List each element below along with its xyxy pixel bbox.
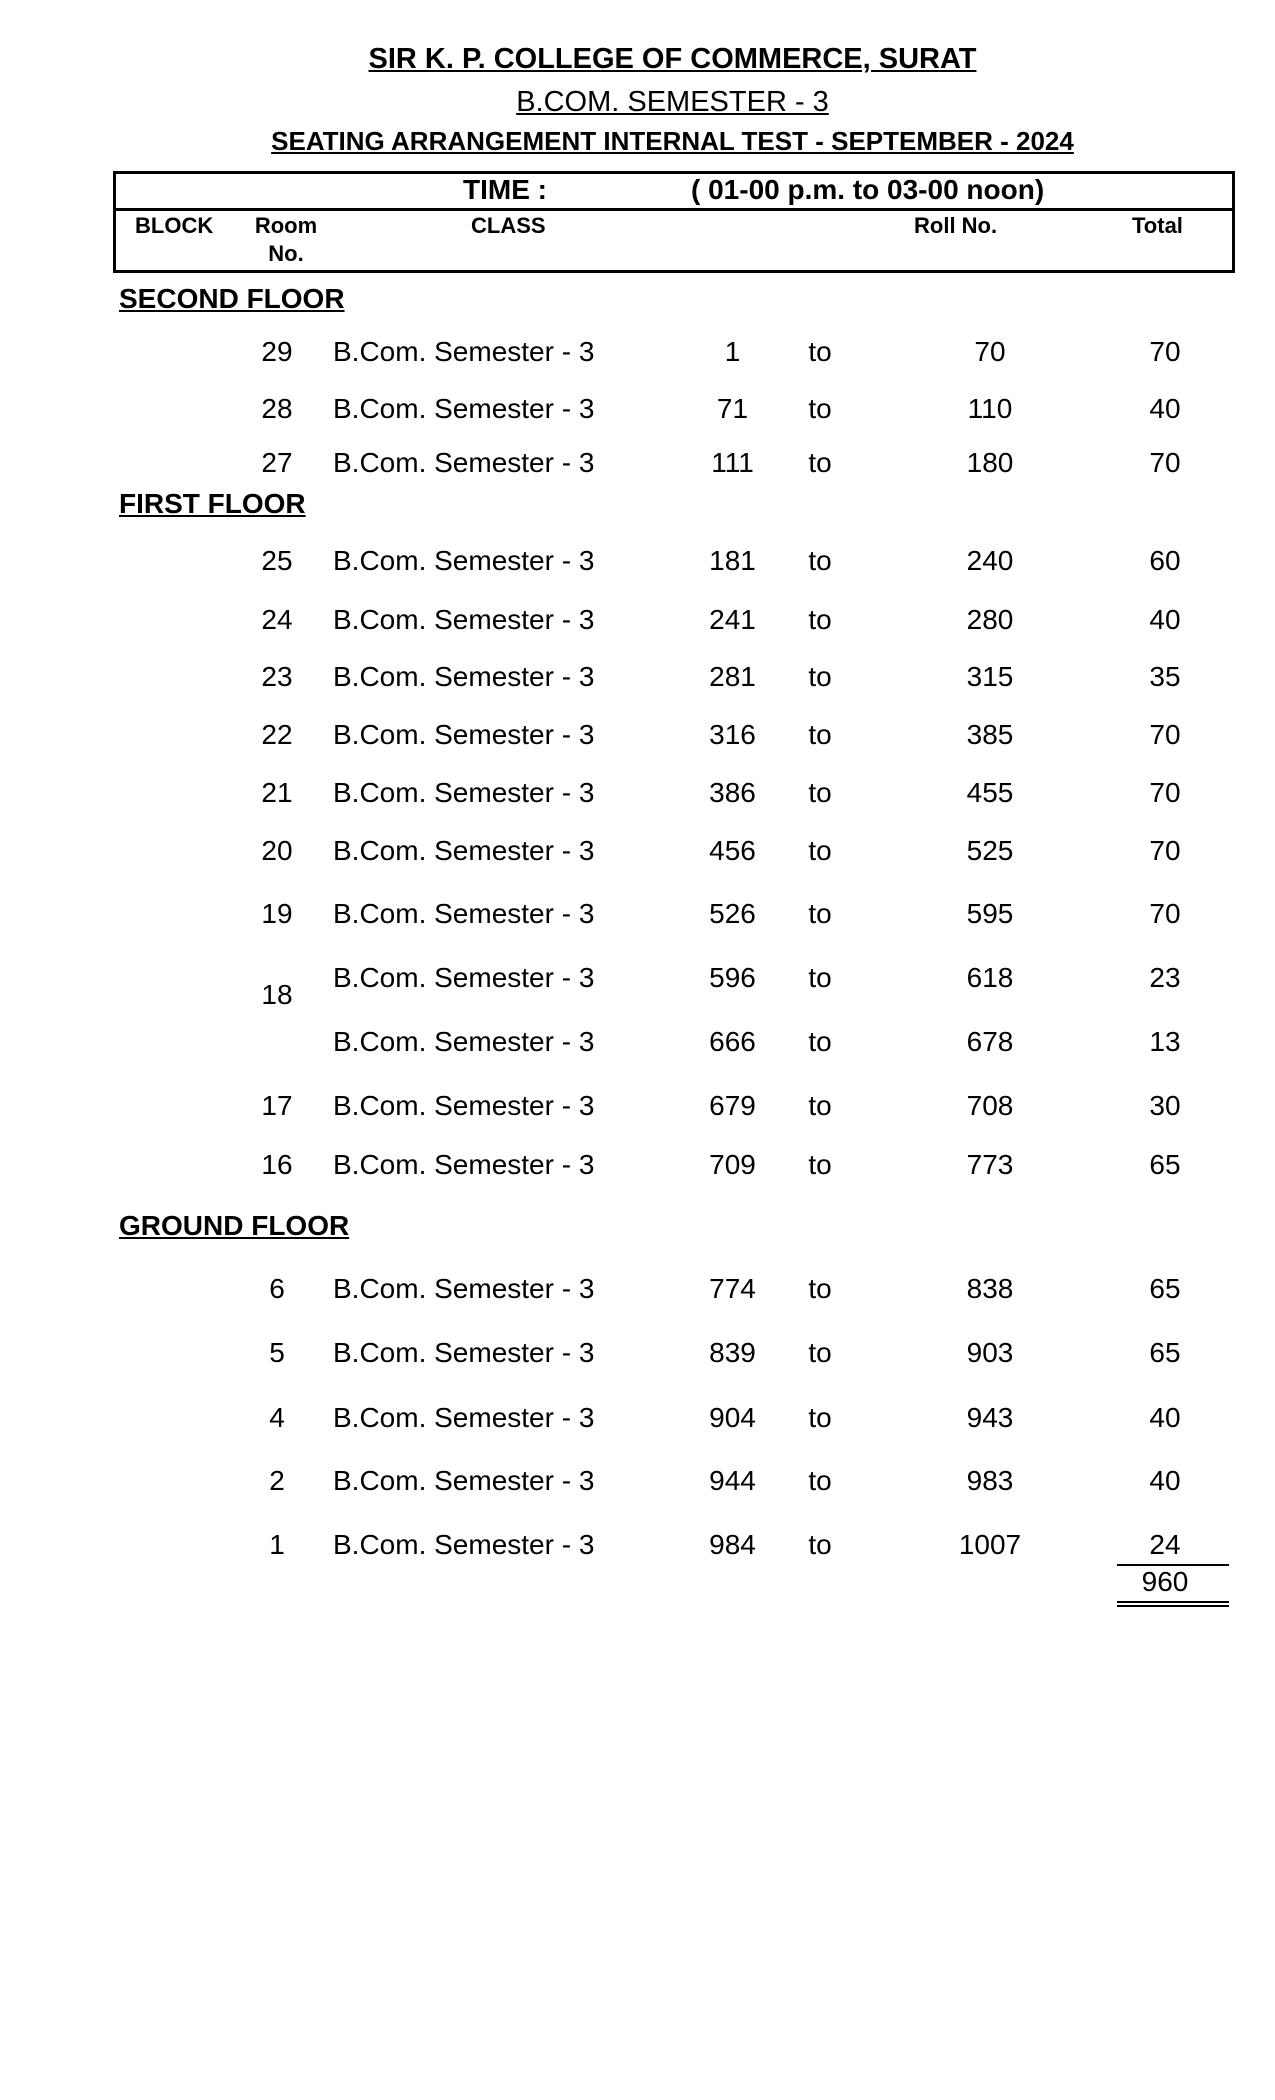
row-total: 70: [1149, 336, 1181, 367]
room-number: 28: [261, 393, 293, 424]
roll-to-separator: to: [808, 604, 832, 635]
semester-title: B.COM. SEMESTER - 3: [516, 86, 829, 118]
class-name: B.Com. Semester - 3: [333, 1402, 595, 1433]
roll-from: 526: [709, 898, 756, 929]
room-number: 5: [269, 1337, 285, 1368]
roll-to-separator: to: [808, 1026, 832, 1057]
room-number: 25: [261, 545, 293, 576]
room-number: 6: [269, 1273, 285, 1304]
double-rule-1: [1117, 1601, 1229, 1603]
roll-to: 240: [966, 545, 1014, 576]
class-name: B.Com. Semester - 3: [333, 1090, 595, 1121]
class-name: B.Com. Semester - 3: [333, 447, 595, 478]
time-value: ( 01-00 p.m. to 03-00 noon): [691, 174, 1045, 205]
row-total: 65: [1149, 1273, 1181, 1304]
roll-to-separator: to: [808, 1529, 832, 1560]
roll-to: 455: [966, 777, 1014, 808]
room-number: 24: [261, 604, 293, 635]
class-name: B.Com. Semester - 3: [333, 393, 595, 424]
roll-to: 180: [966, 447, 1014, 478]
roll-to: 983: [966, 1465, 1014, 1496]
room-number: 1: [269, 1529, 285, 1560]
roll-to-separator: to: [808, 447, 832, 478]
row-total: 40: [1149, 1465, 1181, 1496]
room-number: 22: [261, 719, 293, 750]
roll-to-separator: to: [808, 719, 832, 750]
roll-to: 1007: [958, 1529, 1022, 1560]
floor-heading-first: FIRST FLOOR: [119, 488, 306, 519]
row-total: 40: [1149, 1402, 1181, 1433]
roll-from: 1: [724, 336, 741, 367]
class-name: B.Com. Semester - 3: [333, 545, 595, 576]
row-total: 35: [1149, 661, 1181, 692]
room-number: 27: [261, 447, 293, 478]
class-name: B.Com. Semester - 3: [333, 604, 595, 635]
roll-to-separator: to: [808, 1337, 832, 1368]
class-name: B.Com. Semester - 3: [333, 1337, 595, 1368]
class-name: B.Com. Semester - 3: [333, 1273, 595, 1304]
roll-to-separator: to: [808, 661, 832, 692]
floor-heading-second: SECOND FLOOR: [119, 283, 345, 314]
roll-from: 241: [709, 604, 756, 635]
roll-from: 281: [709, 661, 756, 692]
roll-to: 838: [966, 1273, 1014, 1304]
room-number: 17: [261, 1090, 293, 1121]
roll-from: 984: [709, 1529, 756, 1560]
roll-from: 386: [709, 777, 756, 808]
class-name: B.Com. Semester - 3: [333, 661, 595, 692]
col-roll-no: Roll No.: [914, 213, 998, 238]
roll-from: 904: [709, 1402, 756, 1433]
table-header-box: [113, 171, 1235, 273]
class-name: B.Com. Semester - 3: [333, 1149, 595, 1180]
room-number: 4: [269, 1402, 285, 1433]
roll-from: 316: [709, 719, 756, 750]
roll-to-separator: to: [808, 1465, 832, 1496]
row-total: 70: [1149, 898, 1181, 929]
row-total: 70: [1149, 835, 1181, 866]
roll-to: 618: [966, 962, 1014, 993]
roll-from: 679: [709, 1090, 756, 1121]
roll-to: 70: [974, 336, 1006, 367]
roll-from: 944: [709, 1465, 756, 1496]
roll-to-separator: to: [808, 1402, 832, 1433]
row-total: 24: [1149, 1529, 1181, 1560]
roll-from: 181: [709, 545, 756, 576]
roll-to-separator: to: [808, 393, 832, 424]
roll-to: 385: [966, 719, 1014, 750]
room-number: 18: [261, 979, 293, 1010]
roll-from: 666: [709, 1026, 756, 1057]
class-name: B.Com. Semester - 3: [333, 835, 595, 866]
roll-to: 943: [966, 1402, 1014, 1433]
roll-from: 596: [709, 962, 756, 993]
roll-to: 708: [966, 1090, 1014, 1121]
row-total: 65: [1149, 1337, 1181, 1368]
class-name: B.Com. Semester - 3: [333, 336, 595, 367]
roll-to: 678: [966, 1026, 1014, 1057]
col-room: Room: [254, 213, 318, 238]
roll-to-separator: to: [808, 1090, 832, 1121]
roll-to: 315: [966, 661, 1014, 692]
header-divider: [116, 208, 1232, 211]
roll-to: 773: [966, 1149, 1014, 1180]
roll-to: 903: [966, 1337, 1014, 1368]
roll-to-separator: to: [808, 1149, 832, 1180]
roll-to: 525: [966, 835, 1014, 866]
time-label: TIME :: [463, 174, 547, 205]
room-number: 19: [261, 898, 293, 929]
roll-from: 774: [709, 1273, 756, 1304]
class-name: B.Com. Semester - 3: [333, 719, 595, 750]
class-name: B.Com. Semester - 3: [333, 1529, 595, 1560]
row-total: 30: [1149, 1090, 1181, 1121]
roll-to-separator: to: [808, 545, 832, 576]
row-total: 70: [1149, 777, 1181, 808]
double-rule-2: [1117, 1605, 1229, 1607]
class-name: B.Com. Semester - 3: [333, 898, 595, 929]
class-name: B.Com. Semester - 3: [333, 777, 595, 808]
roll-to-separator: to: [808, 777, 832, 808]
row-total: 13: [1149, 1026, 1181, 1057]
room-number: 29: [261, 336, 293, 367]
row-total: 65: [1149, 1149, 1181, 1180]
col-total: Total: [1132, 213, 1183, 238]
roll-to: 595: [966, 898, 1014, 929]
college-name: SIR K. P. COLLEGE OF COMMERCE, SURAT: [368, 43, 977, 75]
room-number: 20: [261, 835, 293, 866]
class-name: B.Com. Semester - 3: [333, 962, 595, 993]
roll-from: 71: [716, 393, 749, 424]
roll-to-separator: to: [808, 835, 832, 866]
roll-from: 111: [711, 447, 754, 478]
row-total: 40: [1149, 393, 1181, 424]
row-total: 70: [1149, 719, 1181, 750]
room-number: 16: [261, 1149, 293, 1180]
test-title: SEATING ARRANGEMENT INTERNAL TEST - SEPTEMBER - 2024: [271, 126, 1074, 156]
class-name: B.Com. Semester - 3: [333, 1465, 595, 1496]
class-name: B.Com. Semester - 3: [333, 1026, 595, 1057]
roll-to-separator: to: [808, 336, 832, 367]
col-block: BLOCK: [135, 213, 214, 238]
room-number: 2: [269, 1465, 285, 1496]
grand-total: 960: [1141, 1566, 1189, 1597]
roll-from: 709: [709, 1149, 756, 1180]
row-total: 23: [1149, 962, 1181, 993]
roll-to: 280: [966, 604, 1014, 635]
roll-from: 839: [709, 1337, 756, 1368]
roll-to-separator: to: [808, 898, 832, 929]
roll-to: 110: [967, 393, 1013, 424]
row-total: 70: [1149, 447, 1181, 478]
col-class: CLASS: [471, 213, 546, 238]
roll-to-separator: to: [808, 962, 832, 993]
floor-heading-ground: GROUND FLOOR: [119, 1210, 350, 1241]
roll-to-separator: to: [808, 1273, 832, 1304]
col-room-no: No.: [268, 241, 304, 266]
row-total: 40: [1149, 604, 1181, 635]
row-total: 60: [1149, 545, 1181, 576]
room-number: 23: [261, 661, 293, 692]
room-number: 21: [261, 777, 293, 808]
roll-from: 456: [709, 835, 756, 866]
